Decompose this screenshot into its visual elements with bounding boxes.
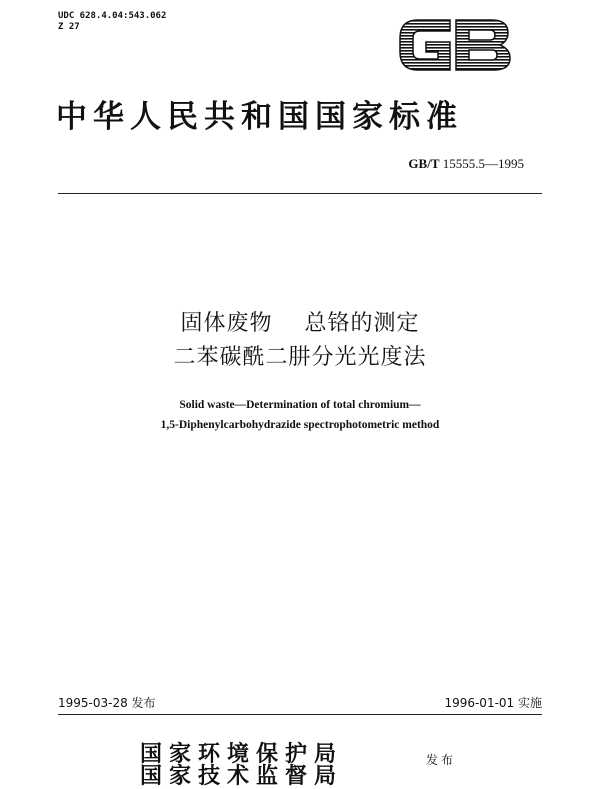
standard-category: Z 27 <box>58 22 80 32</box>
title-cn-line2: 二苯碳酰二肼分光光度法 <box>173 345 427 370</box>
issuer-action: 发布 <box>426 753 457 767</box>
gb-logo-letter-b <box>456 20 510 70</box>
issuing-country-title: 中华人民共和国国家标准 <box>56 99 463 135</box>
udc-classification: UDC 628.4.04:543.062 <box>58 11 167 21</box>
effective-date: 1996-01-01 实施 <box>444 696 542 710</box>
top-divider <box>58 193 542 194</box>
standard-code: GB/T <box>408 156 440 171</box>
gb-logo-text: GB <box>396 14 398 15</box>
issuer-line2: 国家技术监督局 <box>140 763 344 789</box>
issuer-line1: 国家环境保护局 <box>140 741 344 767</box>
issue-date: 1995-03-28 发布 <box>58 696 156 710</box>
title-en-line1: Solid waste—Determination of total chromium— <box>179 399 421 411</box>
standard-number <box>408 156 524 172</box>
gb-logo <box>396 14 514 76</box>
document-header <box>58 11 166 33</box>
bottom-divider <box>58 714 542 715</box>
title-en-line2: 1,5-Diphenylcarbohydrazide spectrophotometric method <box>160 419 440 431</box>
standard-number-value: 15555.5—1995 <box>442 156 524 171</box>
title-cn-line1: 固体废物 总铬的测定 <box>180 311 420 336</box>
gb-logo-letter-g <box>400 20 450 70</box>
